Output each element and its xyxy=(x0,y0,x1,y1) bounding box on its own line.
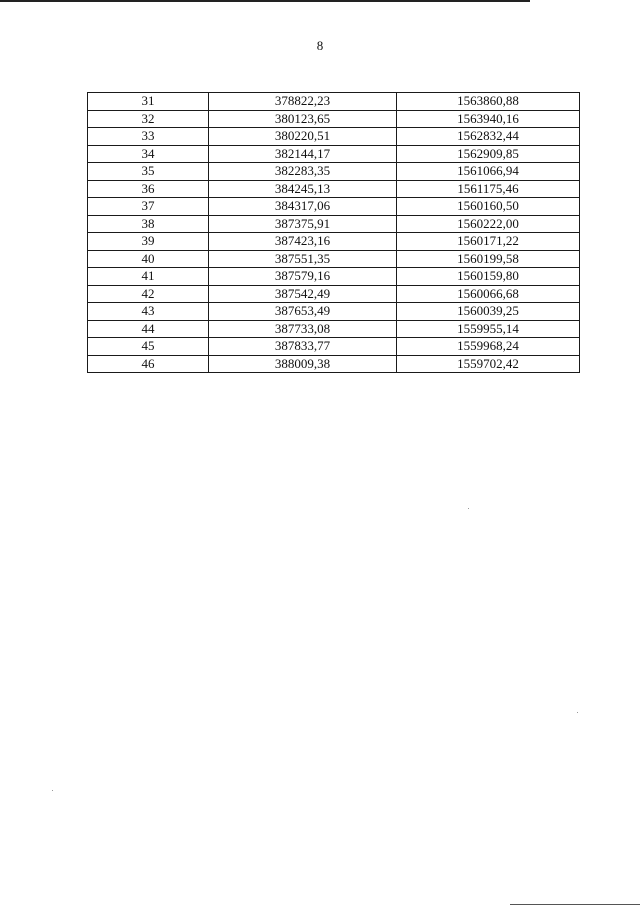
x-coordinate-cell: 387833,77 xyxy=(209,338,397,356)
scan-speck xyxy=(468,508,469,509)
x-coordinate-cell: 388009,38 xyxy=(209,355,397,373)
y-coordinate-cell: 1560222,00 xyxy=(397,215,580,233)
table-row xyxy=(88,163,580,181)
y-coordinate-cell: 1559968,24 xyxy=(397,338,580,356)
table-row xyxy=(88,145,580,163)
x-coordinate-cell: 378822,23 xyxy=(209,93,397,111)
y-coordinate-cell: 1559955,14 xyxy=(397,320,580,338)
x-coordinate-cell: 384317,06 xyxy=(209,198,397,216)
y-coordinate-cell: 1561066,94 xyxy=(397,163,580,181)
point-number-cell: 43 xyxy=(88,303,209,321)
y-coordinate-cell: 1560159,80 xyxy=(397,268,580,286)
table-row xyxy=(88,320,580,338)
coordinates-table xyxy=(87,92,580,373)
point-number-cell: 31 xyxy=(88,93,209,111)
coordinates-table-body xyxy=(88,93,580,373)
scan-speck xyxy=(52,790,53,791)
x-coordinate-cell: 387551,35 xyxy=(209,250,397,268)
y-coordinate-cell: 1560171,22 xyxy=(397,233,580,251)
point-number-cell: 32 xyxy=(88,110,209,128)
table-row xyxy=(88,110,580,128)
y-coordinate-cell: 1560066,68 xyxy=(397,285,580,303)
table-row xyxy=(88,285,580,303)
point-number-cell: 46 xyxy=(88,355,209,373)
page-number: 8 xyxy=(316,38,324,53)
table-row xyxy=(88,215,580,233)
point-number-cell: 45 xyxy=(88,338,209,356)
page-top-edge-line xyxy=(0,0,530,2)
point-number-cell: 37 xyxy=(88,198,209,216)
table-row xyxy=(88,233,580,251)
x-coordinate-cell: 387375,91 xyxy=(209,215,397,233)
x-coordinate-cell: 380123,65 xyxy=(209,110,397,128)
table-row xyxy=(88,355,580,373)
point-number-cell: 39 xyxy=(88,233,209,251)
x-coordinate-cell: 380220,51 xyxy=(209,128,397,146)
table-row xyxy=(88,93,580,111)
point-number-cell: 36 xyxy=(88,180,209,198)
y-coordinate-cell: 1560160,50 xyxy=(397,198,580,216)
point-number-cell: 41 xyxy=(88,268,209,286)
x-coordinate-cell: 382283,35 xyxy=(209,163,397,181)
table-row xyxy=(88,338,580,356)
point-number-cell: 35 xyxy=(88,163,209,181)
point-number-cell: 33 xyxy=(88,128,209,146)
y-coordinate-cell: 1559702,42 xyxy=(397,355,580,373)
x-coordinate-cell: 382144,17 xyxy=(209,145,397,163)
point-number-cell: 38 xyxy=(88,215,209,233)
table-row xyxy=(88,180,580,198)
table-row xyxy=(88,268,580,286)
point-number-cell: 34 xyxy=(88,145,209,163)
x-coordinate-cell: 387423,16 xyxy=(209,233,397,251)
y-coordinate-cell: 1562832,44 xyxy=(397,128,580,146)
y-coordinate-cell: 1561175,46 xyxy=(397,180,580,198)
point-number-cell: 44 xyxy=(88,320,209,338)
y-coordinate-cell: 1563860,88 xyxy=(397,93,580,111)
point-number-cell: 42 xyxy=(88,285,209,303)
x-coordinate-cell: 384245,13 xyxy=(209,180,397,198)
x-coordinate-cell: 387733,08 xyxy=(209,320,397,338)
table-row xyxy=(88,198,580,216)
y-coordinate-cell: 1560039,25 xyxy=(397,303,580,321)
y-coordinate-cell: 1562909,85 xyxy=(397,145,580,163)
x-coordinate-cell: 387579,16 xyxy=(209,268,397,286)
x-coordinate-cell: 387542,49 xyxy=(209,285,397,303)
x-coordinate-cell: 387653,49 xyxy=(209,303,397,321)
y-coordinate-cell: 1560199,58 xyxy=(397,250,580,268)
table-row xyxy=(88,303,580,321)
scan-speck xyxy=(577,712,578,713)
table-row xyxy=(88,250,580,268)
point-number-cell: 40 xyxy=(88,250,209,268)
y-coordinate-cell: 1563940,16 xyxy=(397,110,580,128)
table-row xyxy=(88,128,580,146)
